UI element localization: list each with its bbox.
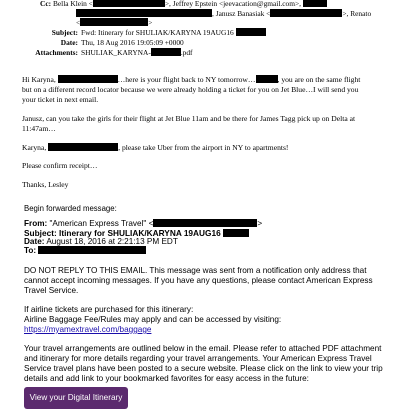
- message-p3: [22, 143, 288, 153]
- message-text: , you are on the same flight: [277, 75, 361, 84]
- fwd-from-end: >: [257, 219, 263, 228]
- redaction-bar: [236, 28, 266, 36]
- cc-value-4: >, Renato: [342, 9, 372, 18]
- redaction-bar: [270, 9, 342, 17]
- message-p4: Please confirm receipt…: [22, 161, 98, 170]
- redaction-bar: [76, 9, 212, 17]
- signature: Thanks, Lesley: [22, 180, 69, 189]
- redaction-bar: [80, 18, 148, 26]
- notice-line-2: cannot accept incoming messages. If you have any questions, please contact American Express: [24, 276, 373, 285]
- cc-value-6: >: [148, 18, 153, 27]
- redaction-bar: [151, 48, 181, 56]
- greeting: Hi Karyna,: [22, 75, 56, 84]
- date-label-wrap: [61, 38, 78, 47]
- cc-value: Bella Klein <: [52, 0, 93, 8]
- message-p2-line1: Janusz, can you take the girls for their flight at Jet Blue 11am and be there for James Tagg pick up on Delta at: [22, 114, 356, 123]
- cc-value-5: <: [76, 18, 81, 27]
- message-p1-line3: your ticket in next email.: [22, 95, 99, 104]
- notice-line-1: DO NOT REPLY TO THIS EMAIL. This message was sent from a notification only address that: [24, 266, 367, 275]
- subject-label-wrap: [52, 28, 78, 37]
- redaction-bar: [58, 75, 118, 83]
- view-itinerary-button[interactable]: View your Digital Itinerary: [24, 387, 128, 409]
- redaction-bar: [48, 143, 118, 151]
- redaction-bar: [256, 75, 278, 83]
- notice-line-3: Travel Service.: [24, 286, 79, 295]
- attachments-label: Attachments:: [35, 48, 78, 57]
- message-text: , please take Uber from the airport in NY to apartments!: [118, 143, 289, 152]
- travel-line-3: Service travel plans have been posted to a secure website. Please click on the link to view your trip: [24, 364, 383, 373]
- fwd-to-label: To:: [24, 246, 37, 255]
- redaction-bar: [303, 0, 327, 7]
- cc-value-2: >, Jeffrey Epstein <jeevacation@gmail.com>,: [164, 0, 301, 8]
- fwd-from-line: [24, 219, 262, 228]
- forwarded-intro: Begin forwarded message:: [24, 204, 117, 213]
- travel-line-1: Your travel arrangements are outlined below in the email. Please refer to attached PDF attachment: [24, 344, 382, 353]
- attachment-ext[interactable]: .pdf: [180, 48, 193, 57]
- airline-line-1: If airline tickets are purchased for this itinerary:: [24, 305, 194, 314]
- message-p2-line2: 11:47am…: [22, 124, 56, 133]
- baggage-link-wrap[interactable]: [24, 325, 151, 335]
- travel-line-4: details and add link to your bookmarked favorites for easy access in the future:: [24, 374, 309, 383]
- redaction-bar: [38, 246, 146, 254]
- date-value: Thu, 18 Aug 2016 19:05:09 +0000: [81, 38, 184, 47]
- fwd-subject-value: Itinerary for SHULIAK/KARYNA 19AUG16: [59, 228, 221, 238]
- fwd-date-value: August 18, 2016 at 2:21:13 PM EDT: [46, 237, 178, 246]
- message-text: …here is your flight back to NY tomorrow…: [117, 75, 256, 84]
- message-text: Karyna,: [22, 143, 47, 152]
- attachments-label-wrap: [35, 48, 78, 57]
- message-p1-line2: but on a different record locator because we were already holding a ticket for you on Jet Blue…I will send you: [22, 85, 359, 94]
- cc-value-3: , Janusz Banasiak <: [212, 9, 271, 18]
- fwd-date-label: Date:: [24, 237, 45, 246]
- cc-line-2: [76, 9, 371, 18]
- fwd-from-value: "American Express Travel" <: [49, 219, 154, 228]
- redaction-bar: [153, 219, 257, 227]
- fwd-subject-label: Subject:: [24, 228, 57, 238]
- baggage-link[interactable]: https://myamextravel.com/baggage: [24, 325, 152, 334]
- airline-line-2: Airline Baggage Fee/Rules may apply and can be accessed by visiting:: [24, 315, 282, 324]
- date-label: Date:: [60, 38, 78, 47]
- fwd-to-line: [24, 246, 146, 255]
- subject-value: Fwd: Itinerary for SHULIAK/KARYNA 19AUG16: [81, 28, 234, 37]
- subject-value-wrap: [81, 28, 266, 37]
- message-p1-line1: [22, 75, 360, 85]
- cc-line-3: [76, 18, 152, 27]
- attachment-link[interactable]: [81, 48, 193, 57]
- fwd-date-line: [24, 237, 178, 246]
- subject-label: Subject:: [51, 28, 78, 37]
- travel-line-2: and itinerary for more details regarding your travel arrangements. Your American Express Travel: [24, 354, 372, 363]
- attachment-name[interactable]: SHULIAK_KARYNA-: [81, 48, 151, 57]
- cc-label: Cc:: [40, 0, 52, 8]
- redaction-bar: [223, 229, 249, 237]
- redaction-bar: [93, 0, 165, 7]
- fwd-from-label: From:: [24, 219, 48, 228]
- cc-line: [40, 0, 327, 8]
